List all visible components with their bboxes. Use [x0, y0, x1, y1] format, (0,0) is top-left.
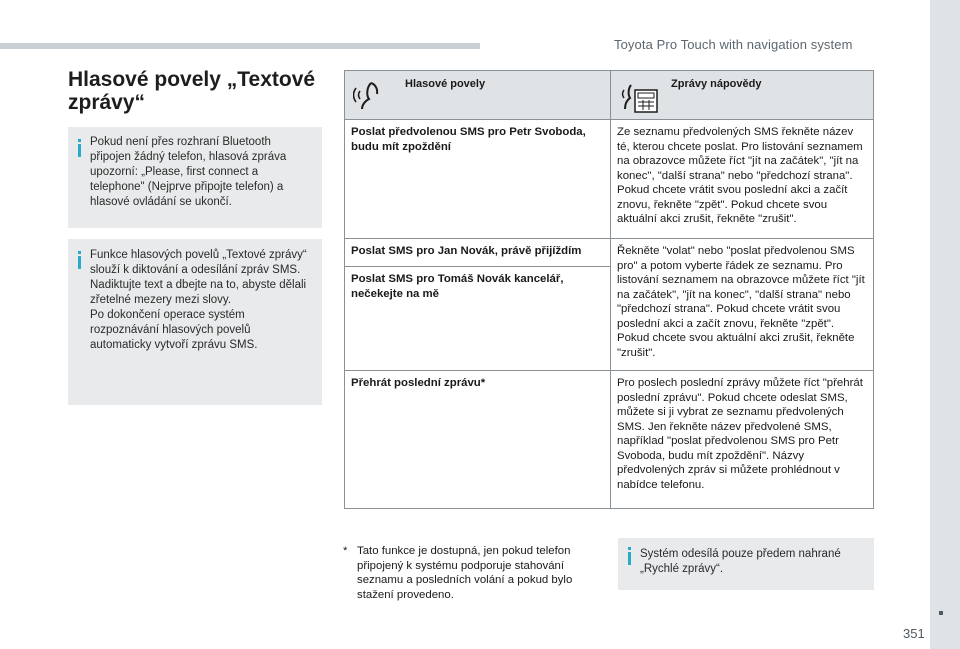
help-cell: Ze seznamu předvolených SMS řekněte název té, kterou chcete poslat. Pro listování seznamem na obrazovce můžete říct "jít na začátek", "jít na konec", "další strana" nebo "předchozí strana". Pokud chcete vrátit svou poslední akci a začít znovu, řekněte "zpět". Pokud chcete svou aktuální akci zrušit, řekněte "zrušit". — [611, 120, 874, 239]
command-cell: Přehrát poslední zprávu* — [345, 371, 611, 509]
header-commands — [345, 71, 611, 120]
help-message-icon — [619, 81, 659, 115]
info-box-quick-messages: Systém odesílá pouze předem nahrané „Rychlé zprávy“. — [618, 538, 874, 590]
table-row — [345, 239, 874, 267]
footnote-marker: * — [343, 545, 348, 557]
page-number: 351 — [903, 626, 925, 641]
table-header-row — [345, 71, 874, 120]
help-cell: Řekněte "volat" nebo "poslat předvolenou SMS pro" a potom vyberte řádek ze seznamu. Pro listování seznamem na obrazovce můžete říct "jít na začátek", "jít na konec", "další strana" nebo "předchozí strana". Pokud chcete vrátit svou poslední akci a začít znovu, řekněte "zpět". Pokud chcete svou aktuální akci zrušit, řekněte "zrušit". — [611, 239, 874, 371]
info-box-bluetooth: Pokud není přes rozhraní Bluetooth připojen žádný telefon, hlasová zpráva upozorní: „Please, first connect a telephone" (Nejprve připojte telefon) a hlasové ovládání se ukončí. — [68, 127, 322, 228]
info-icon — [78, 256, 81, 269]
command-cell: Poslat předvolenou SMS pro Petr Svoboda, budu mít zpoždění — [345, 120, 611, 239]
page-edge-band — [930, 0, 960, 649]
header-commands-label: Hlasové povely — [405, 78, 486, 90]
help-cell: Pro poslech poslední zprávy můžete říct "přehrát poslední zprávu". Pokud chcete odeslat SMS, můžete si ji vybrat ze seznamu předvolených SMS. Jen řekněte název předvolené SMS, například "poslat předvolenou SMS pro Petr Svoboda, budu mít zpoždění". Názvy předvolených zpráv si můžete prohlédnout v nabídce telefonu. — [611, 371, 874, 509]
table-row — [345, 120, 874, 239]
header-help-label: Zprávy nápovědy — [671, 78, 762, 90]
voice-command-table — [344, 70, 874, 509]
table-row — [345, 371, 874, 509]
footnote-text: Tato funkce je dostupná, jen pokud telefon připojený k systému podporuje stahování seznamu a posledních volání a pokud bylo stažení provedeno. — [357, 545, 573, 601]
header-rule — [0, 43, 480, 49]
command-cell: Poslat SMS pro Tomáš Novák kancelář, nečekejte na mě — [345, 267, 611, 371]
info-icon — [628, 552, 631, 565]
command-cell: Poslat SMS pro Jan Novák, právě přijíždím — [345, 239, 611, 267]
running-header: Toyota Pro Touch with navigation system — [614, 37, 853, 52]
header-help — [611, 71, 874, 120]
info-box-sms-dictation: Funkce hlasových povelů „Textové zprávy“ slouží k diktování a odesílání zpráv SMS. Nadiktujte text a dbejte na to, abyste dělali zřetelné mezery mezi slovy. Po dokončení operace systém rozpoznávání hlasových povelů automaticky vytvoří zprávu SMS. — [68, 239, 322, 405]
continuation-marker — [939, 611, 943, 615]
voice-command-icon — [353, 81, 389, 111]
info-icon — [78, 144, 81, 157]
section-title: Hlasové povely „Textové zprávy“ — [68, 68, 316, 114]
